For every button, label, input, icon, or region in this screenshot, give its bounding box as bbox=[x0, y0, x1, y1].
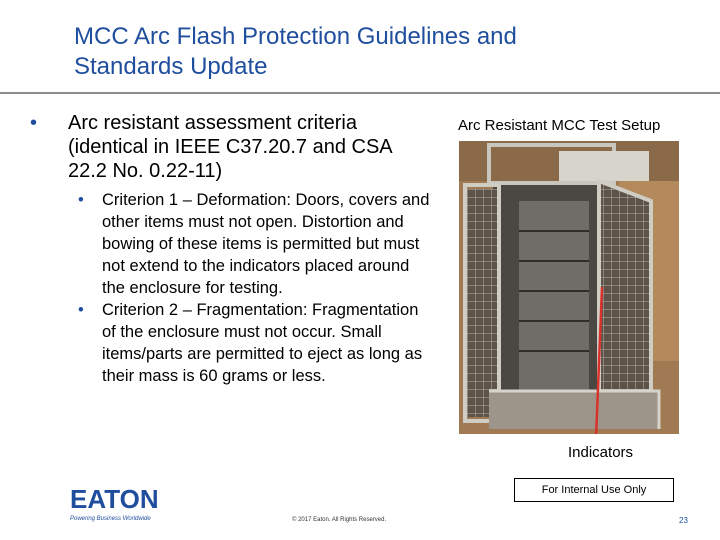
sub-bullet-text: Criterion 1 – Deformation: Doors, covers and other items must not open. Distortion and bowing of these items is permitted but must not extend to the indicators placed around the enclosure for testing. bbox=[102, 191, 430, 297]
eaton-logo bbox=[70, 486, 162, 526]
bullet-dot-icon: • bbox=[78, 191, 84, 209]
bullet-main bbox=[30, 111, 430, 183]
bullet-dot-icon: • bbox=[30, 112, 38, 134]
mcc-test-setup-photo bbox=[459, 141, 679, 434]
page-number: 23 bbox=[679, 516, 688, 525]
sub-bullet-list bbox=[30, 189, 430, 387]
bullet-dot-icon: • bbox=[78, 301, 84, 319]
slide-title-line-2: Standards Update bbox=[74, 53, 268, 80]
title-divider bbox=[0, 92, 720, 94]
sub-bullet-text: Criterion 2 – Fragmentation: Fragmentation of the enclosure must not occur. Small items/parts are permitted to eject as long as their mass is 60 grams or less. bbox=[102, 301, 423, 385]
sub-bullet-criterion-2 bbox=[30, 299, 430, 387]
internal-use-label: For Internal Use Only bbox=[514, 478, 674, 502]
indicators-label: Indicators bbox=[568, 444, 634, 461]
eaton-logo-wordmark: EATON bbox=[70, 486, 159, 514]
copyright-text: © 2017 Eaton. All Rights Reserved. bbox=[292, 517, 387, 523]
slide-title bbox=[74, 22, 674, 82]
slide-title-line-1: MCC Arc Flash Protection Guidelines and bbox=[74, 23, 517, 50]
sub-bullet-criterion-1 bbox=[30, 189, 430, 299]
bullet-main-text: Arc resistant assessment criteria (identical in IEEE C37.20.7 and CSA 22.2 No. 0.22-11) bbox=[68, 112, 392, 182]
photo-title: Arc Resistant MCC Test Setup bbox=[458, 117, 661, 134]
bullet-list bbox=[30, 111, 430, 387]
eaton-logo-tagline: Powering Business Worldwide bbox=[70, 516, 151, 522]
